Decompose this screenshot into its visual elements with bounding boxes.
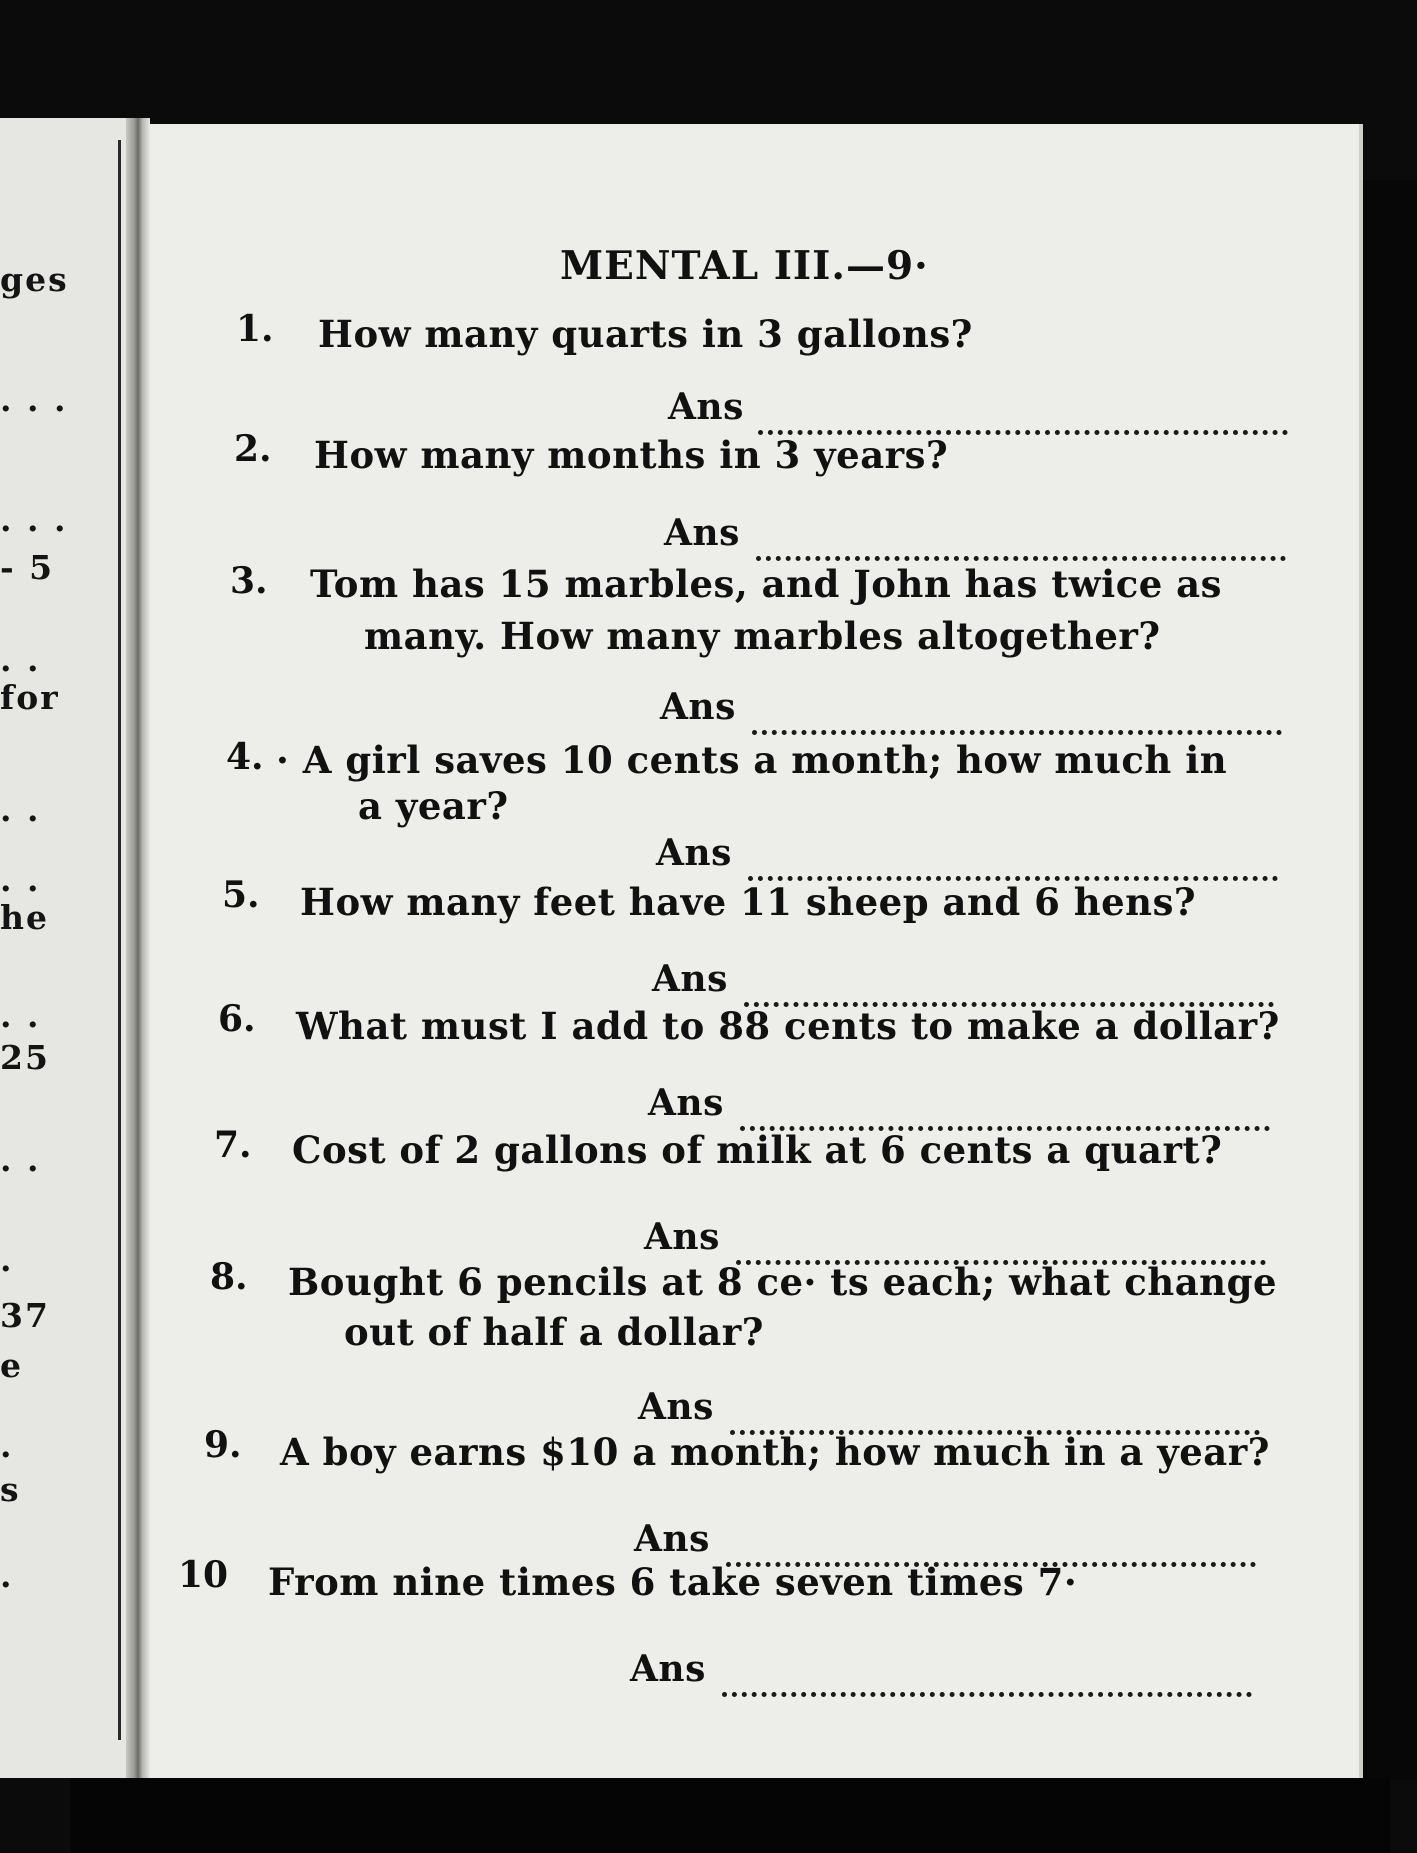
page-title: MENTAL III.—9· bbox=[560, 243, 929, 289]
question-text-continued: a year? bbox=[358, 784, 509, 828]
left-fragment: 25 bbox=[0, 1038, 50, 1077]
question-text: How many months in 3 years? bbox=[314, 433, 949, 477]
left-fragment: . . bbox=[0, 640, 41, 679]
question-number: 7. bbox=[214, 1124, 252, 1166]
question-text: How many feet have 11 sheep and 6 hens? bbox=[300, 880, 1197, 924]
question-text: From nine times 6 take seven times 7· bbox=[268, 1560, 1078, 1604]
left-fragment: s bbox=[0, 1470, 21, 1509]
question-text: Tom has 15 marbles, and John has twice as bbox=[310, 562, 1222, 606]
left-fragment: . . bbox=[0, 1140, 41, 1179]
answer-label: Ans bbox=[656, 832, 732, 874]
question-text: How many quarts in 3 gallons? bbox=[318, 312, 973, 356]
question-number: 1. bbox=[236, 308, 274, 350]
question-number: 8. bbox=[210, 1256, 248, 1298]
question-text-continued: out of half a dollar? bbox=[344, 1310, 764, 1354]
question-text: Bought 6 pencils at 8 ce· ts each; what change bbox=[288, 1260, 1277, 1304]
answer-label: Ans bbox=[644, 1216, 720, 1258]
answer-label: Ans bbox=[660, 686, 736, 728]
right-background bbox=[1363, 180, 1417, 1780]
answer-label: Ans bbox=[648, 1082, 724, 1124]
question-number: 4. bbox=[226, 736, 264, 778]
question-number: 10 bbox=[178, 1554, 229, 1596]
question-text: · A girl saves 10 cents a month; how much in bbox=[276, 738, 1228, 782]
question-text: Cost of 2 gallons of milk at 6 cents a quart? bbox=[292, 1128, 1223, 1172]
left-fragment: . . . bbox=[0, 500, 68, 539]
answer-label: Ans bbox=[668, 386, 744, 428]
left-fragment: he bbox=[0, 898, 49, 937]
left-fragment: . . bbox=[0, 790, 41, 829]
answer-blank[interactable] bbox=[752, 730, 1282, 735]
left-fragment: . . . bbox=[0, 380, 68, 419]
bottom-background bbox=[70, 1778, 1390, 1853]
left-fragment: . . bbox=[0, 860, 41, 899]
question-text-continued: many. How many marbles altogether? bbox=[364, 614, 1161, 658]
gutter-crease bbox=[118, 140, 121, 1740]
left-fragment: for bbox=[0, 678, 60, 717]
left-fragment: . bbox=[0, 1426, 14, 1465]
left-fragment: . . bbox=[0, 996, 41, 1035]
question-number: 5. bbox=[222, 874, 260, 916]
question-number: 3. bbox=[230, 560, 268, 602]
left-fragment: . bbox=[0, 1240, 14, 1279]
answer-label: Ans bbox=[652, 958, 728, 1000]
question-text: A boy earns $10 a month; how much in a year? bbox=[280, 1430, 1270, 1474]
left-fragment: - 5 bbox=[0, 548, 55, 587]
left-fragment: . bbox=[0, 1556, 14, 1595]
left-fragment: 37 bbox=[0, 1296, 50, 1335]
question-number: 9. bbox=[204, 1424, 242, 1466]
answer-blank[interactable] bbox=[756, 556, 1286, 561]
answer-blank[interactable] bbox=[722, 1692, 1252, 1697]
book-gutter bbox=[126, 118, 150, 1778]
question-number: 2. bbox=[234, 428, 272, 470]
worksheet-page bbox=[150, 124, 1363, 1784]
question-number: 6. bbox=[218, 998, 256, 1040]
left-fragment: e bbox=[0, 1346, 23, 1385]
answer-label: Ans bbox=[630, 1648, 706, 1690]
answer-label: Ans bbox=[638, 1386, 714, 1428]
left-fragment: ges bbox=[0, 260, 69, 299]
answer-label: Ans bbox=[664, 512, 740, 554]
answer-label: Ans bbox=[634, 1518, 710, 1560]
question-text: What must I add to 88 cents to make a dollar? bbox=[296, 1004, 1280, 1048]
